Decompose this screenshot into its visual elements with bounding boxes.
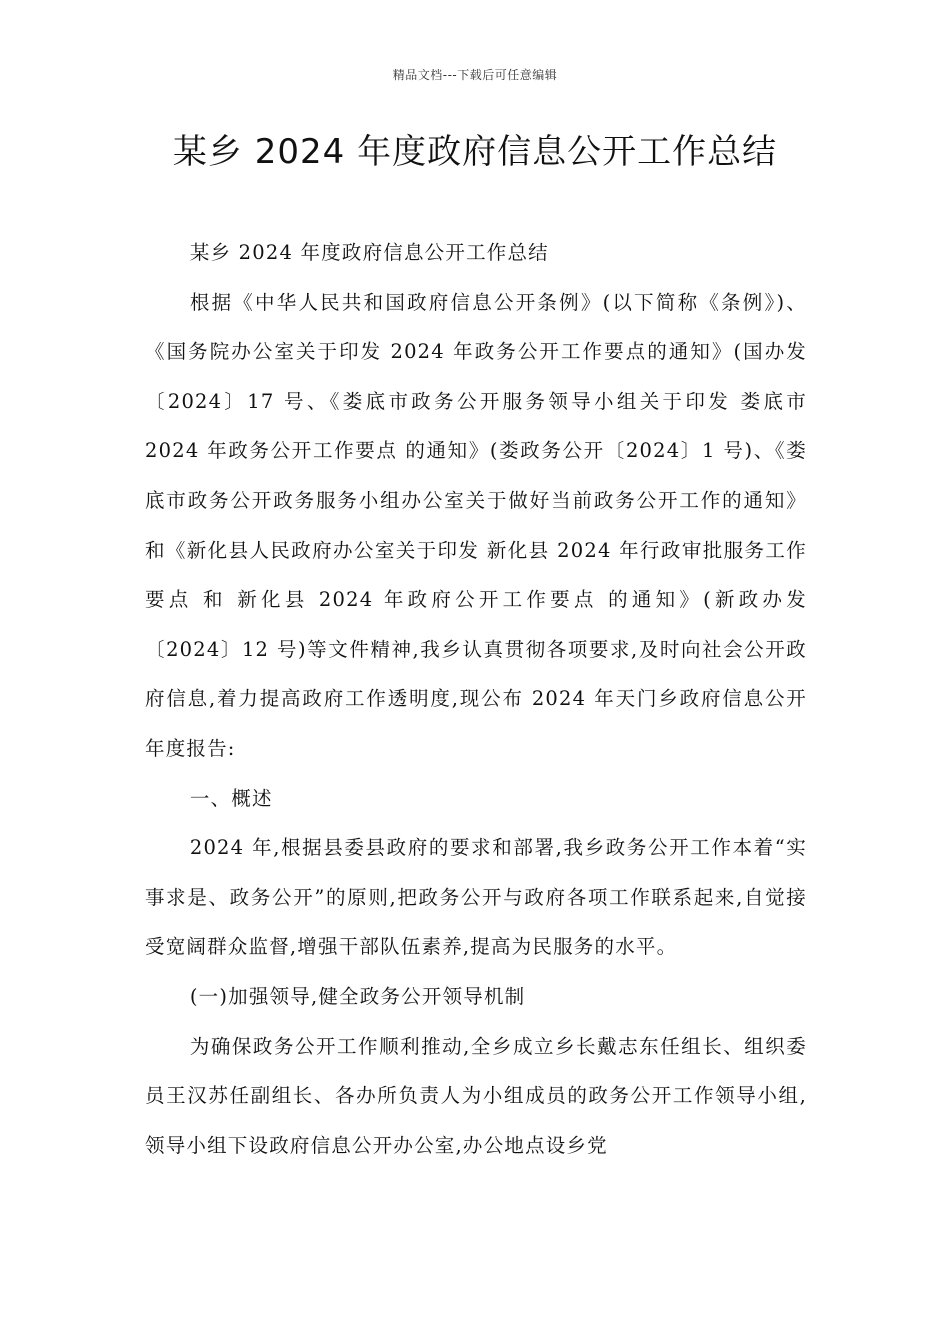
- paragraph-repeat-title: 某乡 2024 年度政府信息公开工作总结: [189, 241, 549, 264]
- subsection-heading-leadership: (一)加强领导,健全政务公开领导机制: [189, 984, 526, 1008]
- page-header: 精品文档---下载后可任意编辑: [392, 68, 558, 82]
- paragraph-leadership: 为确保政务公开工作顺利推动,全乡成立乡长戴志东任组长、组织委员王汉苏任副组长、各办所负责人为小组成员的政务公开工作领导小组,领导小组下设政府信息公开办公室,办公地点设乡党: [145, 1034, 807, 1157]
- document-title: 某乡 2024 年度政府信息公开工作总结: [172, 132, 778, 172]
- paragraph-overview: 2024 年,根据县委县政府的要求和部署,我乡政务公开工作本着“实事求是、政务公开”的原则,把政务公开与政府各项工作联系起来,自觉接受宽阔群众监督,增强干部队伍素养,提高为民服务的水平。: [145, 836, 807, 959]
- paragraph-basis: 根据《中华人民共和国政府信息公开条例》(以下简称《条例》)、《国务院办公室关于印发 2024 年政务公开工作要点的通知》(国办发〔2024〕17 号、《娄底市政务公开服务领导小组关于印发 娄底市 2024 年政务公开工作要点 的通知》(娄政务公开〔2024〕1 号)、《娄底市政务公开政务服务小组办公室关于做好当前政务公开工作的通知》和《新化县人民政府办公室关于印发 新化县 2024 年行政审批服务工作要点 和 新化县 2024 年政府公开工作要点 的通知》(新政办发〔2024〕12 号)等文件精神,我乡认真贯彻各项要求,及时向社会公开政府信息,着力提高政府工作透明度,现公布 2024 年天门乡政府信息公开年度报告:: [145, 290, 807, 760]
- section-heading-overview: 一、概述: [189, 786, 273, 810]
- document-body: [145, 228, 807, 1170]
